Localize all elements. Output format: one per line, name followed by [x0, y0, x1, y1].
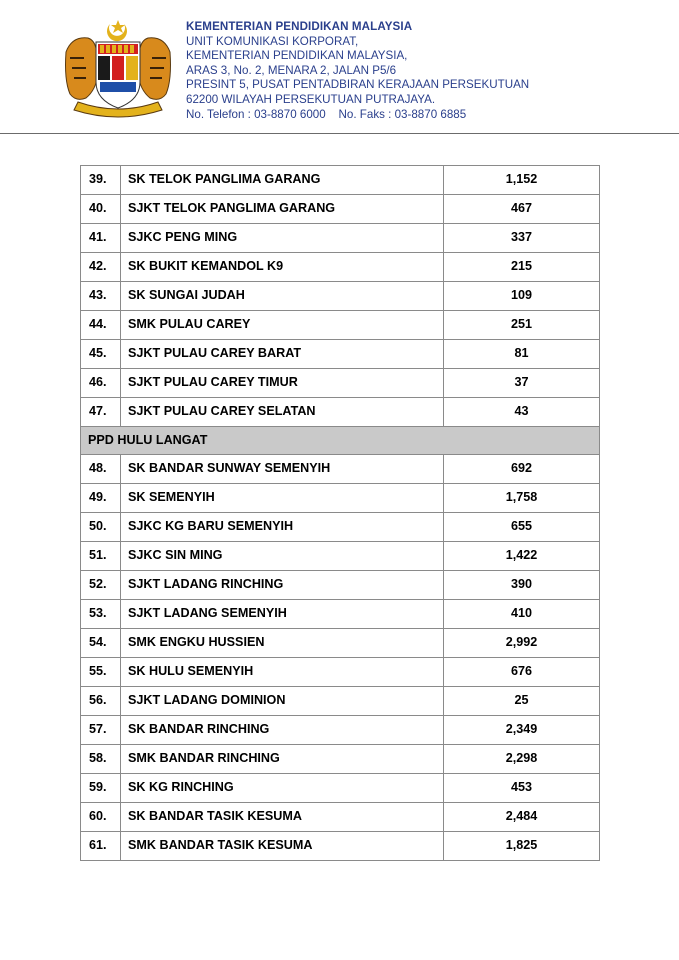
student-count: 1,758 [444, 484, 600, 513]
row-number: 56. [81, 687, 121, 716]
school-name: SK SEMENYIH [121, 484, 444, 513]
student-count: 2,349 [444, 716, 600, 745]
student-count: 410 [444, 600, 600, 629]
table-row [81, 629, 600, 658]
row-number: 42. [81, 253, 121, 282]
row-number: 40. [81, 195, 121, 224]
table-row [81, 166, 600, 195]
row-number: 59. [81, 774, 121, 803]
student-count: 676 [444, 658, 600, 687]
table-row [81, 195, 600, 224]
school-name: SK HULU SEMENYIH [121, 658, 444, 687]
row-number: 41. [81, 224, 121, 253]
student-count: 1,422 [444, 542, 600, 571]
row-number: 57. [81, 716, 121, 745]
table-row [81, 513, 600, 542]
row-number: 60. [81, 803, 121, 832]
table-row [81, 369, 600, 398]
student-count: 1,825 [444, 832, 600, 861]
letterhead-address [186, 20, 529, 122]
school-table [80, 165, 600, 861]
table-row [81, 716, 600, 745]
address-line: KEMENTERIAN PENDIDIKAN MALAYSIA, [186, 49, 408, 63]
school-name: SK TELOK PANGLIMA GARANG [121, 166, 444, 195]
student-count: 37 [444, 369, 600, 398]
student-count: 215 [444, 253, 600, 282]
school-name: SK BANDAR SUNWAY SEMENYIH [121, 455, 444, 484]
school-name: SMK PULAU CAREY [121, 311, 444, 340]
school-name: SJKT PULAU CAREY SELATAN [121, 398, 444, 427]
school-name: SJKC SIN MING [121, 542, 444, 571]
school-name: SJKC KG BARU SEMENYIH [121, 513, 444, 542]
table-row [81, 832, 600, 861]
table-row [81, 687, 600, 716]
row-number: 54. [81, 629, 121, 658]
contact-line: No. Telefon : 03-8870 6000 No. Faks : 03-8870 6885 [186, 107, 467, 121]
school-name: SK BANDAR RINCHING [121, 716, 444, 745]
table-row [81, 340, 600, 369]
student-count: 251 [444, 311, 600, 340]
table-row [81, 224, 600, 253]
school-name: SJKT PULAU CAREY BARAT [121, 340, 444, 369]
table-row [81, 311, 600, 340]
address-line: PRESINT 5, PUSAT PENTADBIRAN KERAJAAN PERSEKUTUAN [186, 78, 530, 92]
school-name: SK BANDAR TASIK KESUMA [121, 803, 444, 832]
school-name: SJKT LADANG RINCHING [121, 571, 444, 600]
row-number: 49. [81, 484, 121, 513]
row-number: 46. [81, 369, 121, 398]
table-row [81, 774, 600, 803]
student-count: 43 [444, 398, 600, 427]
table-row [81, 658, 600, 687]
student-count: 2,298 [444, 745, 600, 774]
school-name: SK BUKIT KEMANDOL K9 [121, 253, 444, 282]
table-row [81, 745, 600, 774]
section-label: PPD HULU LANGAT [81, 427, 600, 455]
school-name: SJKC PENG MING [121, 224, 444, 253]
student-count: 390 [444, 571, 600, 600]
student-count: 1,152 [444, 166, 600, 195]
student-count: 692 [444, 455, 600, 484]
section-row [81, 427, 600, 455]
school-name: SK KG RINCHING [121, 774, 444, 803]
row-number: 55. [81, 658, 121, 687]
malaysia-coat-of-arms-icon [60, 18, 176, 122]
student-count: 2,992 [444, 629, 600, 658]
row-number: 48. [81, 455, 121, 484]
table-row [81, 571, 600, 600]
table-row [81, 803, 600, 832]
row-number: 43. [81, 282, 121, 311]
row-number: 52. [81, 571, 121, 600]
student-count: 2,484 [444, 803, 600, 832]
student-count: 81 [444, 340, 600, 369]
letterhead-header [0, 0, 679, 135]
school-table-body [81, 166, 600, 861]
student-count: 337 [444, 224, 600, 253]
table-row [81, 455, 600, 484]
row-number: 50. [81, 513, 121, 542]
school-name: SJKT LADANG DOMINION [121, 687, 444, 716]
school-name: SMK BANDAR RINCHING [121, 745, 444, 774]
student-count: 655 [444, 513, 600, 542]
student-count: 467 [444, 195, 600, 224]
school-name: SJKT LADANG SEMENYIH [121, 600, 444, 629]
school-name: SMK ENGKU HUSSIEN [121, 629, 444, 658]
row-number: 61. [81, 832, 121, 861]
ministry-name: KEMENTERIAN PENDIDIKAN MALAYSIA [186, 20, 413, 33]
address-line: 62200 WILAYAH PERSEKUTUAN PUTRAJAYA. [186, 92, 436, 106]
table-row [81, 398, 600, 427]
row-number: 53. [81, 600, 121, 629]
row-number: 58. [81, 745, 121, 774]
address-line: ARAS 3, No. 2, MENARA 2, JALAN P5/6 [186, 63, 397, 77]
school-name: SK SUNGAI JUDAH [121, 282, 444, 311]
school-name: SMK BANDAR TASIK KESUMA [121, 832, 444, 861]
table-row [81, 484, 600, 513]
table-row [81, 542, 600, 571]
row-number: 44. [81, 311, 121, 340]
table-row [81, 600, 600, 629]
student-count: 25 [444, 687, 600, 716]
header-divider [0, 133, 679, 134]
student-count: 109 [444, 282, 600, 311]
address-line: UNIT KOMUNIKASI KORPORAT, [186, 34, 359, 48]
table-row [81, 282, 600, 311]
row-number: 39. [81, 166, 121, 195]
table-row [81, 253, 600, 282]
school-name: SJKT PULAU CAREY TIMUR [121, 369, 444, 398]
school-name: SJKT TELOK PANGLIMA GARANG [121, 195, 444, 224]
row-number: 47. [81, 398, 121, 427]
student-count: 453 [444, 774, 600, 803]
row-number: 45. [81, 340, 121, 369]
row-number: 51. [81, 542, 121, 571]
